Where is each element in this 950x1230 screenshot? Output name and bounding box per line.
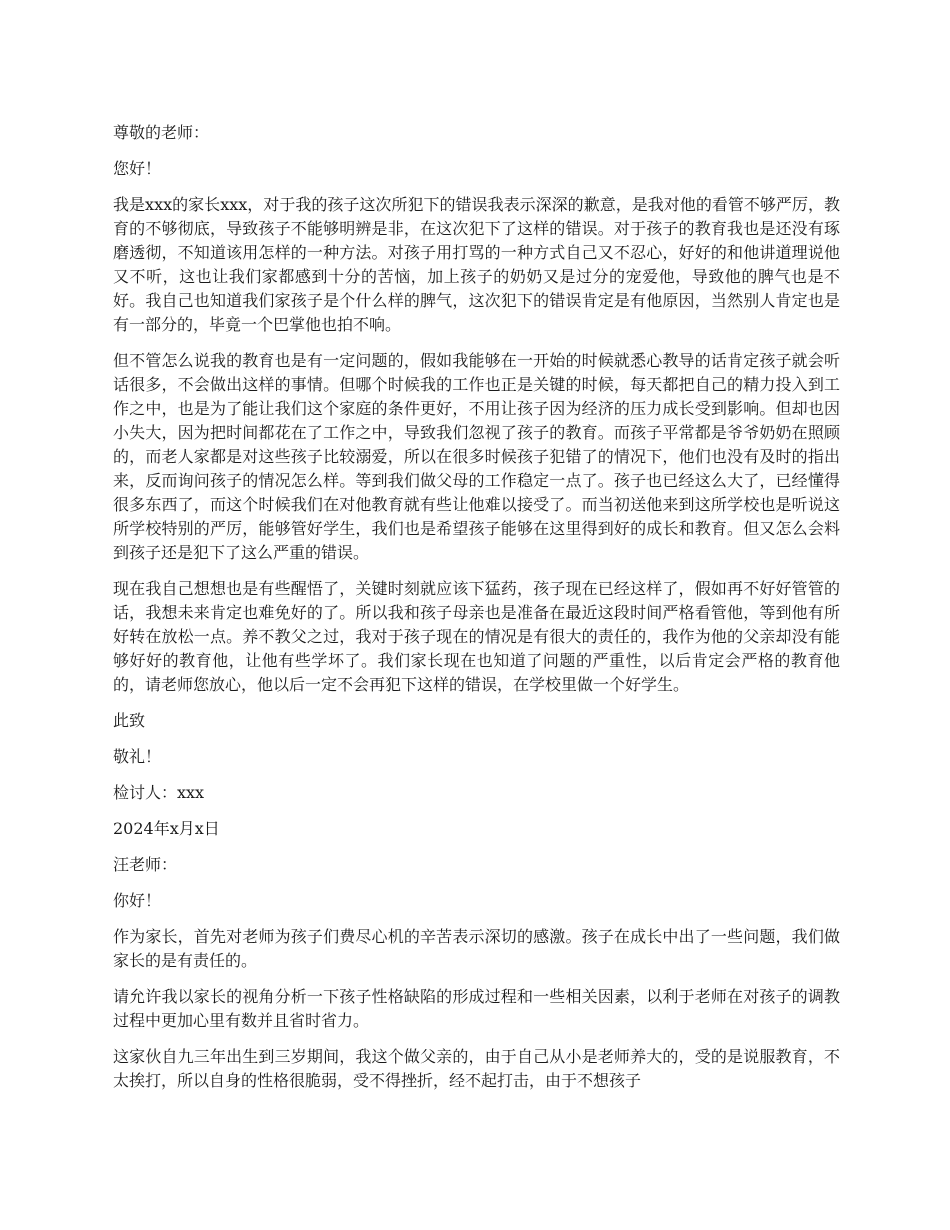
body-paragraph: 现在我自己想想也是有些醒悟了，关键时刻就应该下猛药，孩子现在已经这样了，假如再不好好管管的话，我想未来肯定也难免好的了。所以我和孩子母亲也是准备在最近这段时间严格看管他，等到他有所好转在放松一点。养不教父之过，我对于孩子现在的情况是有很大的责任的，我作为他的父亲却没有能够好好的教育他，让他有些学坏了。我们家长现在也知道了问题的严重性，以后肯定会严格的教育他的，请老师您放心，他以后一定不会再犯下这样的错误，在学校里做一个好学生。 [113,579,840,694]
body-paragraph: 我是xxx的家长xxx，对于我的孩子这次所犯下的错误我表示深深的歉意，是我对他的看管不够严厉，教育的不够彻底，导致孩子不能够明辨是非，在这次犯下了这样的错误。对于孩子的教育我也是还没有琢磨透彻，不知道该用怎样的一种方法。对孩子用打骂的一种方式自己又不忍心，好好的和他讲道理说他又不听，这也让我们家都感到十分的苦恼，加上孩子的奶奶又是过分的宠爱他，导致他的脾气也是不好。我自己也知道我们家孩子是个什么样的脾气，这次犯下的错误肯定是有他原因，当然别人肯定也是有一部分的，毕竟一个巴掌他也拍不响。 [113,195,840,334]
document-page [113,121,840,1105]
closing-regards: 敬礼！ [113,747,162,766]
body-paragraph: 这家伙自九三年出生到三岁期间，我这个做父亲的，由于自己从小是老师养大的，受的是说服教育，不太挨打，所以自身的性格很脆弱，受不得挫折，经不起打击，由于不想孩子 [113,1047,840,1090]
greeting: 您好！ [113,159,162,178]
date: 2024年x月x日 [113,819,220,838]
greeting: 你好！ [113,891,162,910]
salutation: 汪老师： [113,855,178,874]
closing-line: 此致 [113,711,146,730]
body-paragraph: 作为家长，首先对老师为孩子们费尽心机的辛苦表示深切的感激。孩子在成长中出了一些问题，我们做家长的是有责任的。 [113,927,840,970]
body-paragraph: 请允许我以家长的视角分析一下孩子性格缺陷的形成过程和一些相关因素，以利于老师在对孩子的调教过程中更加心里有数并且省时省力。 [113,987,840,1030]
body-paragraph: 但不管怎么说我的教育也是有一定问题的，假如我能够在一开始的时候就悉心教导的话肯定孩子就会听话很多，不会做出这样的事情。但哪个时候我的工作也正是关键的时候，每天都把自己的精力投入到工作之中，也是为了能让我们这个家庭的条件更好，不用让孩子因为经济的压力成长受到影响。但却也因小失大，因为把时间都花在了工作之中，导致我们忽视了孩子的教育。而孩子平常都是爷爷奶奶在照顾的，而老人家都是对这些孩子比较溺爱，所以在很多时候孩子犯错了的情况下，他们也没有及时的指出来，反而询问孩子的情况怎么样。等到我们做父母的工作稳定一点了。孩子也已经这么大了，已经懂得很多东西了，而这个时候我们在对他教育就有些让他难以接受了。而当初送他来到这所学校也是听说这所学校特别的严厉，能够管好学生，我们也是希望孩子能够在这里得到好的成长和教育。但又怎么会料到孩子还是犯下了这么严重的错误。 [113,351,840,562]
signature: 检讨人：xxx [113,783,205,802]
salutation: 尊敬的老师： [113,123,210,142]
